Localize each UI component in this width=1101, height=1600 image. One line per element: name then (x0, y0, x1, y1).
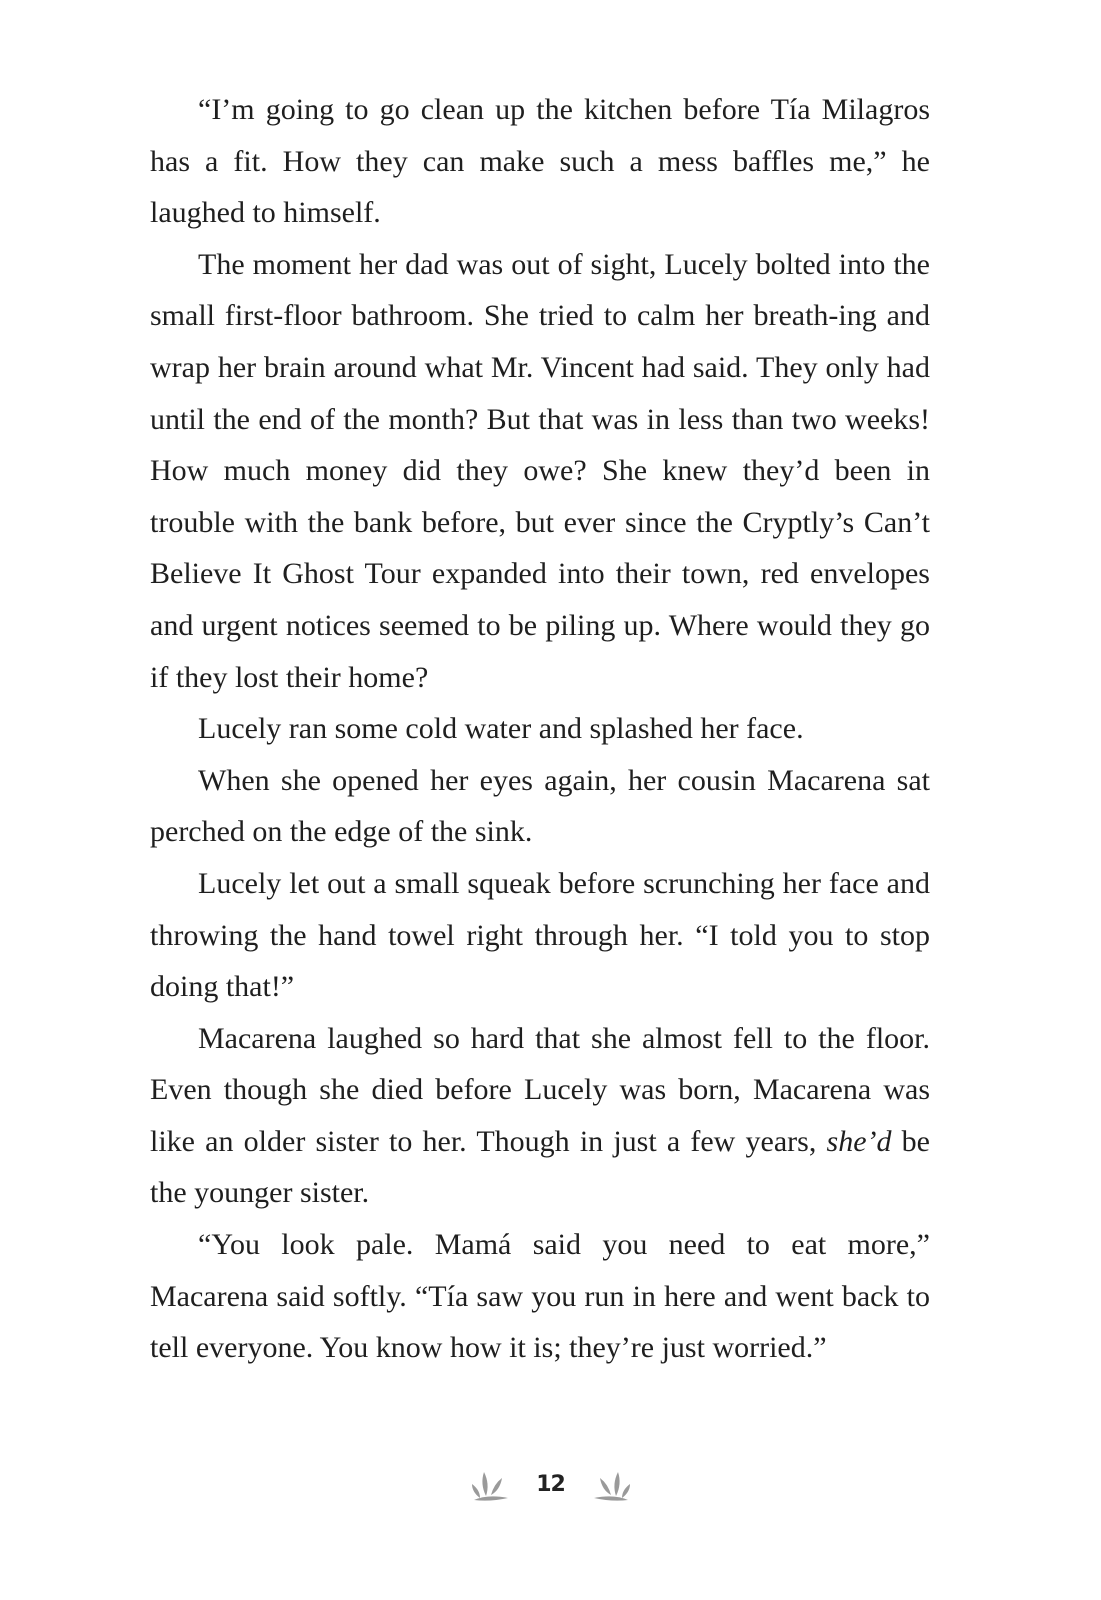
text-run: When she opened her eyes again, her cousin Macarena sat perched on the edge of the sink. (150, 763, 930, 849)
paragraph (150, 858, 930, 1013)
text-run: Macarena laughed so hard that she almost fell to the floor. Even though she died before Lucely was born, Macarena was like an older sister to her. Though in just a few years, (150, 1021, 930, 1158)
paragraph (150, 1013, 930, 1219)
paragraph (150, 239, 930, 703)
paragraph (150, 1219, 930, 1374)
italic-text: she’d (826, 1124, 892, 1158)
text-run: Lucely ran some cold water and splashed her face. (198, 712, 804, 746)
text-run: “I’m going to go clean up the kitchen before Tía Milagros has a fit. How they can make such a mess baffles me,” he laughed to himself. (150, 93, 930, 230)
paragraph (150, 84, 930, 239)
body-text (150, 84, 930, 1374)
page-number: 12 (536, 1471, 565, 1497)
paragraph (150, 755, 930, 858)
text-run: “You look pale. Mamá said you need to eat more,” Macarena said softly. “Tía saw you run in here and went back to tell everyone. You know how it is; they’re just worried.” (150, 1228, 930, 1365)
laurel-sprig-icon (468, 1460, 516, 1508)
text-run: Lucely let out a small squeak before scrunching her face and throwing the hand towel right through her. “I told you to stop doing that!” (150, 866, 930, 1004)
text-run: be the younger sister. (150, 1124, 930, 1210)
text-run: The moment her dad was out of sight, Lucely bolted into the small first-floor bathroom. She tried to calm her breath-ing and wrap her brain around what Mr. Vincent had said. They only had until the end of the month? But that was in less than two weeks! How much money did they owe? She knew they’d been in trouble with the bank before, but ever since the Cryptly’s Can’t Believe It Ghost Tour expanded into their town, red envelopes and urgent notices seemed to be piling up. Where would they go if they lost their home? (150, 247, 930, 694)
page-footer (0, 1458, 1101, 1510)
laurel-sprig-icon (586, 1460, 634, 1508)
paragraph (150, 703, 930, 755)
